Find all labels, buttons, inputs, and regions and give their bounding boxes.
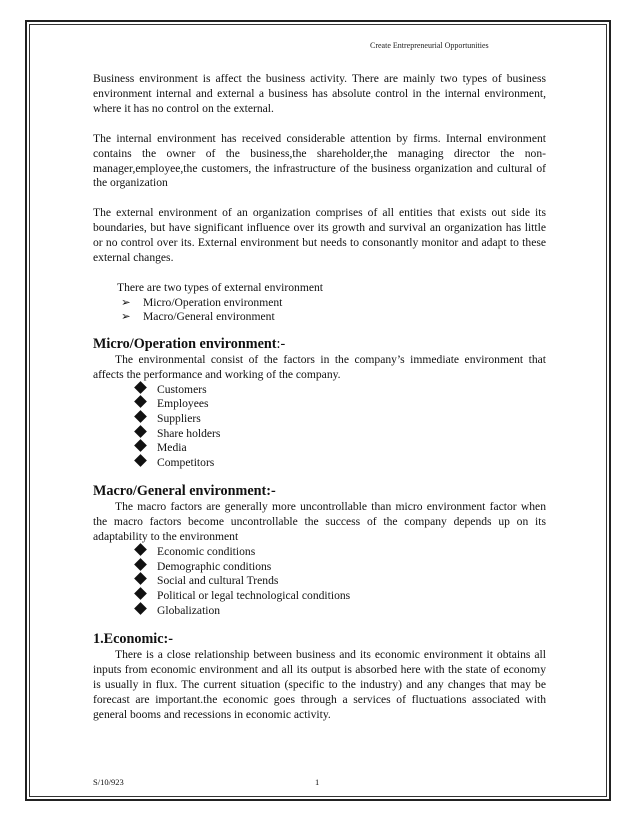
list-item: ➢ Micro/Operation environment [121,295,283,309]
external-types-list [93,296,546,325]
paragraph-internal-environment: The internal environment has received considerable attention by firms. Internal environment contains the owner of the business,the shareholder,the managing director the non-manager,employee,the customers, the infrastructure of the business organization and cultural of the organization [93,131,546,190]
diamond-bullet-icon [134,602,147,615]
diamond-bullet-icon [134,410,147,423]
macro-heading: Macro/General environment:- [93,483,276,500]
list-item: Suppliers [93,412,546,427]
micro-heading: Micro/Operation environment:- [93,336,286,353]
paragraph-business-environment: Business environment is affect the business activity. There are mainly two types of business environment internal and external a business has absolute control in the internal environment, where it has no control on the external. [93,72,546,115]
list-item: Political or legal technological conditions [93,589,546,604]
list-item: ➢ Macro/General environment [121,310,275,324]
footer-document-code: S/10/923 [93,777,124,787]
diamond-bullet-icon [134,558,147,571]
list-item: Customers [93,383,546,398]
list-item: Competitors [93,456,546,471]
list-item: Social and cultural Trends [93,574,546,589]
economic-heading: 1.Economic:- [93,631,173,648]
list-item: Share holders [93,427,546,442]
footer-page-number: 1 [315,777,320,787]
micro-factors-list [93,383,546,471]
diamond-bullet-icon [134,439,147,452]
diamond-bullet-icon [134,454,147,467]
diamond-bullet-icon [134,425,147,438]
micro-description: The environmental consist of the factors in the company’s immediate environment that affects the performance and working of the company. [93,353,546,381]
arrow-bullet-icon: ➢ [121,310,131,324]
diamond-bullet-icon [134,543,147,556]
list-item: Employees [93,397,546,412]
paragraph-external-environment: The external environment of an organization comprises of all entities that exists out side its boundaries, but have significant influence over its growth and survival an organization has little or no control over its. External environment but needs to consonantly monitor and adapt to these external changes. [93,206,546,265]
list-item: Economic conditions [93,545,546,560]
diamond-bullet-icon [134,587,147,600]
external-types-intro: There are two types of external environment [117,280,324,294]
arrow-bullet-icon: ➢ [121,295,131,309]
diamond-bullet-icon [134,572,147,585]
list-item: Media [93,441,546,456]
running-header: Create Entrepreneurial Opportunities [370,41,489,50]
document-body [93,72,546,723]
list-item: Globalization [93,604,546,619]
economic-description: There is a close relationship between business and its economic environment it obtains all inputs from economic environment and all its output is absorbed here with the state of economy is usually in flux. The current situation (specific to the industry) and any changes that may be forecast are important.the economic goes through a services of fluctuations associated with general booms and recessions in economic activity. [93,648,546,721]
macro-factors-list [93,545,546,618]
macro-description: The macro factors are generally more uncontrollable than micro environment factor when the macro factors become uncontrollable the success of the company depends up on its adaptability to the environment [93,500,546,544]
list-item: Demographic conditions [93,560,546,575]
diamond-bullet-icon [134,381,147,394]
diamond-bullet-icon [134,396,147,409]
